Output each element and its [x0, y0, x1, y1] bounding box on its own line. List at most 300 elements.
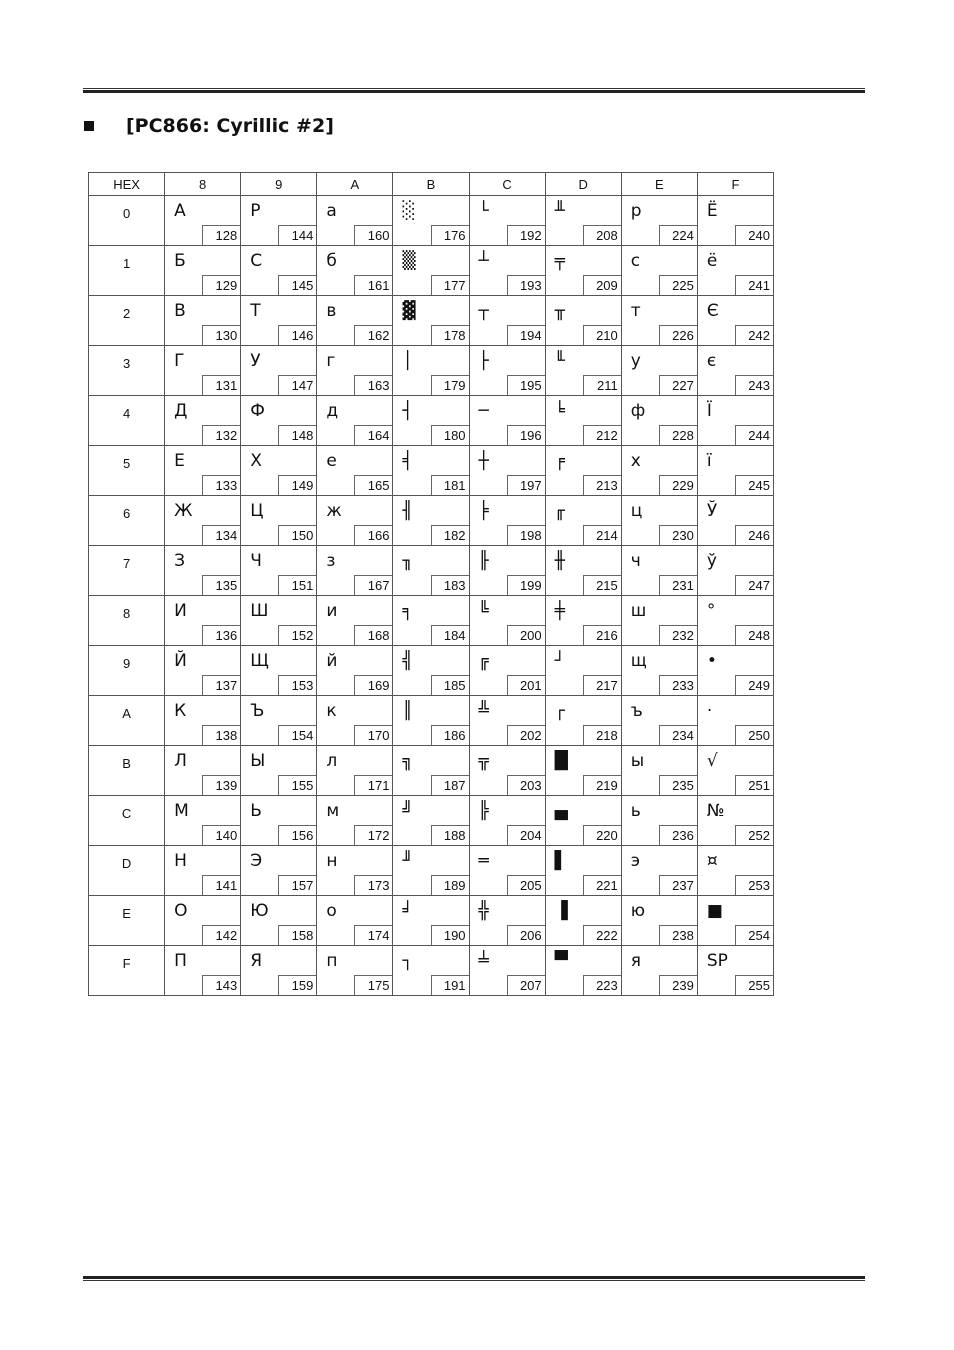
header-row: [89, 173, 774, 196]
char-cell: [393, 196, 469, 246]
row-hex-label: 9: [89, 646, 165, 696]
char-cell: [697, 246, 773, 296]
char-cell: [317, 246, 393, 296]
char-glyph: а: [326, 201, 337, 221]
char-cell: [241, 596, 317, 646]
char-code: 132: [202, 425, 240, 445]
char-glyph: ┌: [554, 701, 565, 721]
char-cell: [393, 796, 469, 846]
char-cell: [317, 746, 393, 796]
char-glyph: ╝: [402, 801, 413, 821]
char-cell: [621, 396, 697, 446]
char-code: 249: [735, 675, 773, 695]
char-code: 149: [278, 475, 316, 495]
char-glyph: Я: [250, 951, 263, 971]
char-code: 242: [735, 325, 773, 345]
char-cell: [241, 796, 317, 846]
char-code: 224: [659, 225, 697, 245]
char-cell: [241, 846, 317, 896]
char-glyph: ╪: [554, 601, 565, 621]
char-glyph: ╤: [554, 251, 565, 271]
char-code: 155: [278, 775, 316, 795]
char-glyph: °: [706, 601, 716, 621]
char-glyph: ├: [478, 351, 489, 371]
char-glyph: ─: [478, 401, 489, 421]
char-cell: [621, 946, 697, 996]
char-cell: [317, 946, 393, 996]
char-cell: [697, 896, 773, 946]
char-glyph: А: [174, 201, 186, 221]
char-code: 221: [583, 875, 621, 895]
char-glyph: в: [326, 301, 337, 321]
char-code: 185: [431, 675, 469, 695]
char-code: 174: [354, 925, 392, 945]
char-cell: [469, 896, 545, 946]
char-code: 175: [354, 975, 392, 995]
char-cell: [165, 496, 241, 546]
char-cell: [545, 946, 621, 996]
char-code: 128: [202, 225, 240, 245]
char-cell: [469, 596, 545, 646]
char-code: 215: [583, 575, 621, 595]
char-code: 176: [431, 225, 469, 245]
char-cell: [165, 446, 241, 496]
char-cell: [469, 846, 545, 896]
char-cell: [241, 696, 317, 746]
char-cell: [393, 596, 469, 646]
char-code: 154: [278, 725, 316, 745]
char-code: 179: [431, 375, 469, 395]
char-glyph: │: [402, 351, 413, 371]
char-glyph: щ: [630, 651, 647, 671]
char-glyph: ▀: [554, 951, 568, 971]
char-glyph: х: [630, 451, 641, 471]
row-hex-label: 1: [89, 246, 165, 296]
char-cell: [393, 746, 469, 796]
char-glyph: ╥: [554, 301, 565, 321]
row-hex-label: A: [89, 696, 165, 746]
char-cell: [469, 696, 545, 746]
char-glyph: н: [326, 851, 338, 871]
char-code: 158: [278, 925, 316, 945]
char-cell: [621, 196, 697, 246]
char-glyph: ч: [630, 551, 641, 571]
row-hex-label: 2: [89, 296, 165, 346]
char-cell: [697, 646, 773, 696]
char-glyph: ░: [402, 201, 416, 221]
char-glyph: ф: [630, 401, 646, 421]
row-hex-label: F: [89, 946, 165, 996]
char-glyph: Б: [174, 251, 186, 271]
top-rule: [83, 88, 865, 93]
char-code: 232: [659, 625, 697, 645]
char-glyph: б: [326, 251, 337, 271]
table-row: [89, 896, 774, 946]
section-title: [PC866: Cyrillic #2]: [126, 115, 334, 137]
char-glyph: ╗: [402, 751, 413, 771]
char-glyph: л: [326, 751, 338, 771]
char-code: 223: [583, 975, 621, 995]
charset-table: [88, 172, 774, 996]
row-hex-label: 6: [89, 496, 165, 546]
char-code: 188: [431, 825, 469, 845]
char-cell: [241, 646, 317, 696]
char-code: 183: [431, 575, 469, 595]
char-code: 148: [278, 425, 316, 445]
char-code: 235: [659, 775, 697, 795]
char-code: 143: [202, 975, 240, 995]
char-cell: [545, 396, 621, 446]
char-glyph: •: [706, 651, 717, 671]
table-row: [89, 546, 774, 596]
table-row: [89, 596, 774, 646]
char-code: 182: [431, 525, 469, 545]
char-glyph: Щ: [250, 651, 269, 671]
char-code: 142: [202, 925, 240, 945]
char-cell: [317, 546, 393, 596]
char-code: 177: [431, 275, 469, 295]
char-cell: [621, 246, 697, 296]
char-glyph: ▐: [554, 901, 568, 921]
char-glyph: ┤: [402, 401, 413, 421]
column-header: C: [469, 173, 545, 196]
char-glyph: ╧: [478, 951, 489, 971]
char-code: 129: [202, 275, 240, 295]
table-row: [89, 446, 774, 496]
char-code: 206: [507, 925, 545, 945]
char-glyph: п: [326, 951, 338, 971]
char-glyph: р: [630, 201, 642, 221]
char-code: 160: [354, 225, 392, 245]
char-glyph: Н: [174, 851, 187, 871]
char-cell: [241, 246, 317, 296]
char-cell: [317, 296, 393, 346]
square-bullet-icon: [84, 121, 94, 131]
char-glyph: ╡: [402, 451, 413, 471]
section-heading: [84, 114, 334, 138]
row-hex-label: E: [89, 896, 165, 946]
char-cell: [469, 246, 545, 296]
char-cell: [469, 796, 545, 846]
char-glyph: У: [250, 351, 261, 371]
char-code: 151: [278, 575, 316, 595]
char-cell: [165, 896, 241, 946]
char-cell: [621, 446, 697, 496]
char-glyph: ┼: [478, 451, 489, 471]
char-code: 150: [278, 525, 316, 545]
char-cell: [317, 896, 393, 946]
char-cell: [241, 296, 317, 346]
char-glyph: ж: [326, 501, 342, 521]
char-glyph: ш: [630, 601, 647, 621]
char-glyph: №: [706, 801, 725, 821]
char-code: 171: [354, 775, 392, 795]
char-code: 195: [507, 375, 545, 395]
char-glyph: С: [250, 251, 263, 271]
char-code: 147: [278, 375, 316, 395]
char-code: 238: [659, 925, 697, 945]
char-code: 246: [735, 525, 773, 545]
char-glyph: ╟: [478, 551, 489, 571]
char-code: 180: [431, 425, 469, 445]
char-code: 240: [735, 225, 773, 245]
char-glyph: SP: [706, 951, 728, 971]
char-code: 230: [659, 525, 697, 545]
char-glyph: г: [326, 351, 336, 371]
char-glyph: Е: [174, 451, 185, 471]
char-glyph: ┴: [478, 251, 489, 271]
char-code: 165: [354, 475, 392, 495]
char-glyph: ╛: [402, 901, 413, 921]
column-header: F: [697, 173, 773, 196]
char-cell: [697, 596, 773, 646]
char-cell: [241, 446, 317, 496]
char-cell: [317, 446, 393, 496]
table-row: [89, 946, 774, 996]
char-code: 162: [354, 325, 392, 345]
char-cell: [621, 746, 697, 796]
char-glyph: ╞: [478, 501, 489, 521]
char-glyph: Р: [250, 201, 261, 221]
char-cell: [393, 696, 469, 746]
char-glyph: ═: [478, 851, 489, 871]
char-glyph: █: [554, 751, 568, 771]
char-glyph: В: [174, 301, 186, 321]
char-code: 131: [202, 375, 240, 395]
char-code: 133: [202, 475, 240, 495]
char-glyph: Э: [250, 851, 263, 871]
char-cell: [393, 246, 469, 296]
char-code: 225: [659, 275, 697, 295]
char-code: 252: [735, 825, 773, 845]
char-glyph: Л: [174, 751, 187, 771]
char-code: 201: [507, 675, 545, 695]
char-cell: [241, 396, 317, 446]
char-cell: [545, 246, 621, 296]
char-code: 254: [735, 925, 773, 945]
char-cell: [697, 696, 773, 746]
char-code: 255: [735, 975, 773, 995]
char-code: 250: [735, 725, 773, 745]
char-glyph: О: [174, 901, 188, 921]
char-code: 140: [202, 825, 240, 845]
char-code: 169: [354, 675, 392, 695]
char-glyph: у: [630, 351, 641, 371]
char-code: 198: [507, 525, 545, 545]
row-hex-label: D: [89, 846, 165, 896]
char-code: 203: [507, 775, 545, 795]
char-glyph: ц: [630, 501, 643, 521]
char-cell: [621, 896, 697, 946]
char-cell: [317, 646, 393, 696]
char-glyph: Ш: [250, 601, 269, 621]
char-code: 159: [278, 975, 316, 995]
table-row: [89, 496, 774, 546]
char-cell: [469, 946, 545, 996]
char-cell: [621, 646, 697, 696]
char-cell: [621, 346, 697, 396]
char-code: 194: [507, 325, 545, 345]
char-code: 251: [735, 775, 773, 795]
table-row: [89, 396, 774, 446]
char-code: 253: [735, 875, 773, 895]
char-cell: [393, 446, 469, 496]
char-code: 236: [659, 825, 697, 845]
char-glyph: ║: [402, 701, 413, 721]
char-glyph: Ф: [250, 401, 265, 421]
char-glyph: ▓: [402, 301, 416, 321]
char-code: 239: [659, 975, 697, 995]
char-glyph: ы: [630, 751, 645, 771]
char-code: 141: [202, 875, 240, 895]
char-glyph: Ы: [250, 751, 266, 771]
char-glyph: о: [326, 901, 337, 921]
char-code: 212: [583, 425, 621, 445]
char-cell: [241, 346, 317, 396]
char-code: 241: [735, 275, 773, 295]
char-cell: [241, 946, 317, 996]
char-glyph: ■: [706, 901, 723, 921]
char-cell: [241, 496, 317, 546]
char-cell: [545, 796, 621, 846]
char-glyph: Ў: [706, 501, 718, 521]
table-row: [89, 646, 774, 696]
char-code: 220: [583, 825, 621, 845]
table-row: [89, 746, 774, 796]
char-cell: [621, 546, 697, 596]
char-glyph: д: [326, 401, 339, 421]
char-glyph: ╩: [478, 701, 489, 721]
char-glyph: ╚: [478, 601, 489, 621]
char-code: 130: [202, 325, 240, 345]
char-glyph: ╕: [402, 601, 413, 621]
char-cell: [165, 696, 241, 746]
char-code: 186: [431, 725, 469, 745]
char-cell: [545, 746, 621, 796]
char-cell: [469, 446, 545, 496]
char-cell: [469, 346, 545, 396]
char-cell: [393, 396, 469, 446]
char-code: 135: [202, 575, 240, 595]
char-cell: [317, 346, 393, 396]
char-code: 208: [583, 225, 621, 245]
column-header: 9: [241, 173, 317, 196]
char-glyph: ╙: [554, 351, 565, 371]
row-hex-label: 5: [89, 446, 165, 496]
char-cell: [393, 846, 469, 896]
char-code: 190: [431, 925, 469, 945]
char-cell: [621, 796, 697, 846]
column-header: E: [621, 173, 697, 196]
char-cell: [165, 746, 241, 796]
char-glyph: М: [174, 801, 189, 821]
char-cell: [317, 846, 393, 896]
char-cell: [469, 646, 545, 696]
char-cell: [697, 946, 773, 996]
char-cell: [545, 896, 621, 946]
char-cell: [241, 896, 317, 946]
char-glyph: Ё: [706, 201, 718, 221]
char-code: 219: [583, 775, 621, 795]
char-glyph: З: [174, 551, 186, 571]
char-code: 144: [278, 225, 316, 245]
char-code: 200: [507, 625, 545, 645]
row-hex-label: 7: [89, 546, 165, 596]
char-glyph: Ъ: [250, 701, 265, 721]
char-code: 216: [583, 625, 621, 645]
char-code: 136: [202, 625, 240, 645]
char-cell: [165, 246, 241, 296]
char-code: 243: [735, 375, 773, 395]
char-code: 226: [659, 325, 697, 345]
char-code: 166: [354, 525, 392, 545]
char-cell: [469, 296, 545, 346]
hex-corner-header: HEX: [89, 173, 165, 196]
char-code: 229: [659, 475, 697, 495]
char-cell: [545, 596, 621, 646]
char-cell: [697, 796, 773, 846]
char-glyph: Х: [250, 451, 262, 471]
row-hex-label: 4: [89, 396, 165, 446]
char-glyph: ▒: [402, 251, 416, 271]
table-row: [89, 246, 774, 296]
char-cell: [545, 696, 621, 746]
column-header: A: [317, 173, 393, 196]
char-glyph: з: [326, 551, 336, 571]
char-code: 228: [659, 425, 697, 445]
char-code: 146: [278, 325, 316, 345]
char-code: 145: [278, 275, 316, 295]
char-glyph: э: [630, 851, 641, 871]
char-glyph: ╠: [478, 801, 489, 821]
char-cell: [317, 196, 393, 246]
char-code: 193: [507, 275, 545, 295]
char-code: 197: [507, 475, 545, 495]
char-glyph: ╖: [402, 551, 413, 571]
char-cell: [165, 646, 241, 696]
char-cell: [621, 596, 697, 646]
table-row: [89, 846, 774, 896]
char-cell: [545, 496, 621, 546]
char-code: 207: [507, 975, 545, 995]
row-hex-label: B: [89, 746, 165, 796]
char-glyph: ╒: [554, 451, 565, 471]
row-hex-label: 3: [89, 346, 165, 396]
char-code: 231: [659, 575, 697, 595]
char-glyph: Т: [250, 301, 261, 321]
char-glyph: т: [630, 301, 641, 321]
char-code: 189: [431, 875, 469, 895]
char-code: 237: [659, 875, 697, 895]
char-glyph: ┐: [402, 951, 413, 971]
row-hex-label: C: [89, 796, 165, 846]
char-cell: [317, 396, 393, 446]
char-cell: [165, 796, 241, 846]
char-glyph: ╢: [402, 501, 413, 521]
char-cell: [621, 696, 697, 746]
char-code: 234: [659, 725, 697, 745]
char-glyph: ·: [706, 701, 713, 721]
char-code: 214: [583, 525, 621, 545]
char-cell: [621, 296, 697, 346]
char-glyph: я: [630, 951, 641, 971]
char-glyph: ╦: [478, 751, 489, 771]
char-code: 184: [431, 625, 469, 645]
char-cell: [469, 496, 545, 546]
char-code: 248: [735, 625, 773, 645]
char-cell: [165, 296, 241, 346]
char-code: 247: [735, 575, 773, 595]
